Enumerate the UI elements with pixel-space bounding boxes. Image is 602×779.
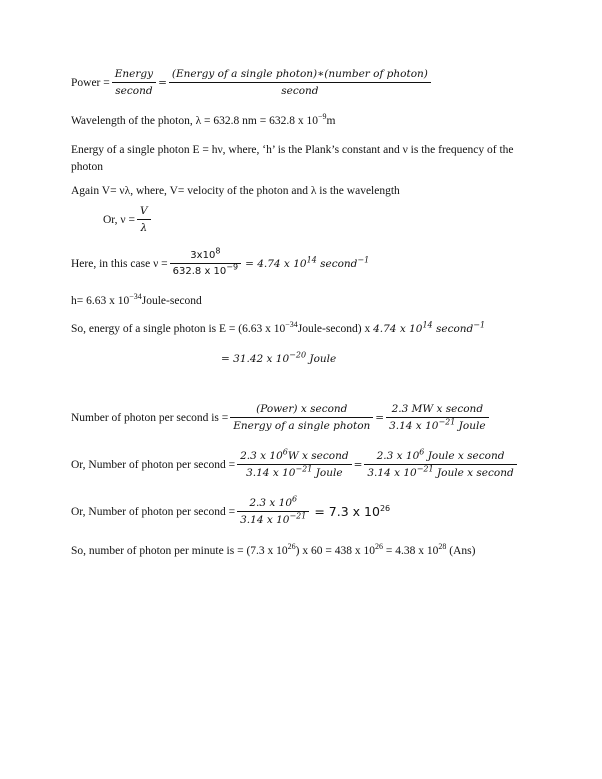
denominator-exponent: −9 xyxy=(226,262,239,272)
result-base: = 4.74 x 10 xyxy=(245,257,307,270)
power-over-energy-fraction xyxy=(230,403,373,432)
fraction-denominator xyxy=(364,465,516,479)
photon-count-lhs: Number of photon per second is = xyxy=(71,411,229,424)
numerator-base: 3x10 xyxy=(190,250,216,261)
value-exponent: 14 xyxy=(422,320,433,330)
step1-lhs: Or, Number of photon per second = xyxy=(71,458,236,471)
energy-calc-text: So, energy of a single photon is E = (6.63 x 10 xyxy=(71,323,286,335)
numerator-base: 2.3 x 10 xyxy=(240,450,283,462)
per-minute-text3: = 4.38 x 10 xyxy=(383,545,439,557)
wavelength-exponent: −9 xyxy=(317,112,327,122)
denominator-base: 3.14 x 10 xyxy=(246,467,296,479)
fraction-numerator: Energy xyxy=(112,68,156,83)
numerator-exponent: 8 xyxy=(215,246,221,256)
wavelength-unit: m xyxy=(326,115,336,127)
frequency-value xyxy=(373,320,486,335)
photon-count-equation xyxy=(71,403,491,432)
denominator-base: 632.8 x 10 xyxy=(172,266,227,277)
frequency-fraction xyxy=(170,246,241,277)
photon-count-step2 xyxy=(71,494,391,526)
energy-result-text: = 31.42 x 10 xyxy=(221,353,290,365)
wavelength-line xyxy=(71,114,335,128)
value-base: 4.74 x 10 xyxy=(373,323,423,335)
fraction-numerator: 2.3 MW x second xyxy=(386,403,488,418)
fraction-denominator xyxy=(386,418,488,432)
frequency-equation xyxy=(103,205,153,234)
fraction-denominator xyxy=(237,465,351,479)
result-exponent: 26 xyxy=(379,503,391,513)
energy-calc-mid: Joule-second) x xyxy=(297,323,371,335)
photon-count-step1 xyxy=(71,447,519,479)
energy-result-exponent: −20 xyxy=(289,350,307,360)
fraction-denominator: second xyxy=(281,85,319,97)
numerator-unit: Joule x second xyxy=(427,450,505,462)
per-minute-exp2: 26 xyxy=(375,542,383,552)
fraction-denominator: λ xyxy=(140,222,148,234)
photon-per-second-result xyxy=(314,504,390,519)
equals-sign: = xyxy=(375,411,385,424)
energy-calculation-line xyxy=(71,322,485,336)
wavelength-text: Wavelength of the photon, λ = 632.8 nm = 632.8 x 10 xyxy=(71,115,318,127)
step1-fraction-a xyxy=(237,447,351,479)
numerator-unit: W x second xyxy=(287,450,349,462)
fraction-denominator xyxy=(237,512,309,526)
numerator-base: 2.3 x 10 xyxy=(376,450,420,462)
per-minute-text4: (Ans) xyxy=(446,545,476,557)
numerator-base: 2.3 x 10 xyxy=(249,497,293,509)
denominator-unit: Joule xyxy=(315,467,343,479)
frequency-result xyxy=(245,255,370,270)
per-minute-exp3: 28 xyxy=(438,542,447,552)
v-over-lambda-fraction xyxy=(137,205,151,234)
energy-per-second-fraction xyxy=(112,68,156,97)
photon-per-minute-line xyxy=(71,544,475,558)
fraction-numerator: V xyxy=(137,205,151,220)
equals-sign: = xyxy=(353,458,363,471)
value-unit: second xyxy=(435,323,474,335)
plank-exponent: −34 xyxy=(129,292,142,302)
numerator-exponent: 6 xyxy=(419,447,425,457)
result-unit-exponent: −1 xyxy=(357,255,370,264)
photon-energy-fraction xyxy=(169,68,431,97)
power-lhs: Power = xyxy=(71,76,110,89)
step2-lhs: Or, Number of photon per second = xyxy=(71,505,236,518)
plank-unit: Joule-second xyxy=(141,295,202,307)
fraction-denominator: Energy of a single photon xyxy=(233,420,371,432)
denominator-base: 3.14 x 10 xyxy=(389,420,439,432)
numerator-exponent: 6 xyxy=(282,447,288,457)
here-lhs: Here, in this case ν = xyxy=(71,257,168,270)
frequency-calculation xyxy=(71,246,370,277)
frequency-lhs: Or, ν = xyxy=(103,213,135,226)
energy-result-line xyxy=(221,352,336,366)
energy-calc-exponent: −34 xyxy=(285,320,298,330)
numeric-fraction xyxy=(386,403,488,432)
denominator-exponent: −21 xyxy=(416,464,434,474)
velocity-relation: Again V= νλ, where, V= velocity of the photon and λ is the wavelength xyxy=(71,185,400,197)
fraction-numerator: (Power) x second xyxy=(230,403,373,418)
result-base: = 7.3 x 10 xyxy=(314,504,380,519)
step1-fraction-b xyxy=(364,447,516,479)
step2-fraction xyxy=(237,494,309,526)
denominator-exponent: −21 xyxy=(438,417,456,427)
denominator-exponent: −21 xyxy=(289,511,307,521)
denominator-exponent: −21 xyxy=(295,464,313,474)
result-exponent: 14 xyxy=(306,255,317,264)
fraction-numerator xyxy=(364,447,516,465)
plank-constant-line xyxy=(71,294,202,308)
per-minute-exp1: 26 xyxy=(287,542,296,552)
denominator-base: 3.14 x 10 xyxy=(240,514,290,526)
per-minute-text2: ) x 60 = 438 x 10 xyxy=(295,545,375,557)
denominator-unit: Joule x second xyxy=(436,467,514,479)
numerator-exponent: 6 xyxy=(292,494,298,504)
fraction-numerator xyxy=(237,447,351,465)
denominator-base: 3.14 x 10 xyxy=(367,467,417,479)
energy-definition: Energy of a single photon E = hν, where, ‘h’ is the Plank’s constant and ν is the frequency of the photon xyxy=(71,144,514,173)
fraction-numerator xyxy=(237,494,309,512)
result-unit: second xyxy=(320,257,358,270)
per-minute-text1: So, number of photon per minute is = (7.3 x 10 xyxy=(71,545,288,557)
denominator-unit: Joule xyxy=(458,420,486,432)
equals-sign: = xyxy=(158,76,167,89)
fraction-numerator: (Energy of a single photon)∗(number of photon) xyxy=(169,68,431,83)
power-equation xyxy=(71,68,433,97)
plank-text: h= 6.63 x 10 xyxy=(71,295,130,307)
fraction-denominator xyxy=(170,264,241,277)
energy-result-unit: Joule xyxy=(309,353,337,365)
value-unit-exponent: −1 xyxy=(473,320,486,330)
fraction-denominator: second xyxy=(115,85,153,97)
